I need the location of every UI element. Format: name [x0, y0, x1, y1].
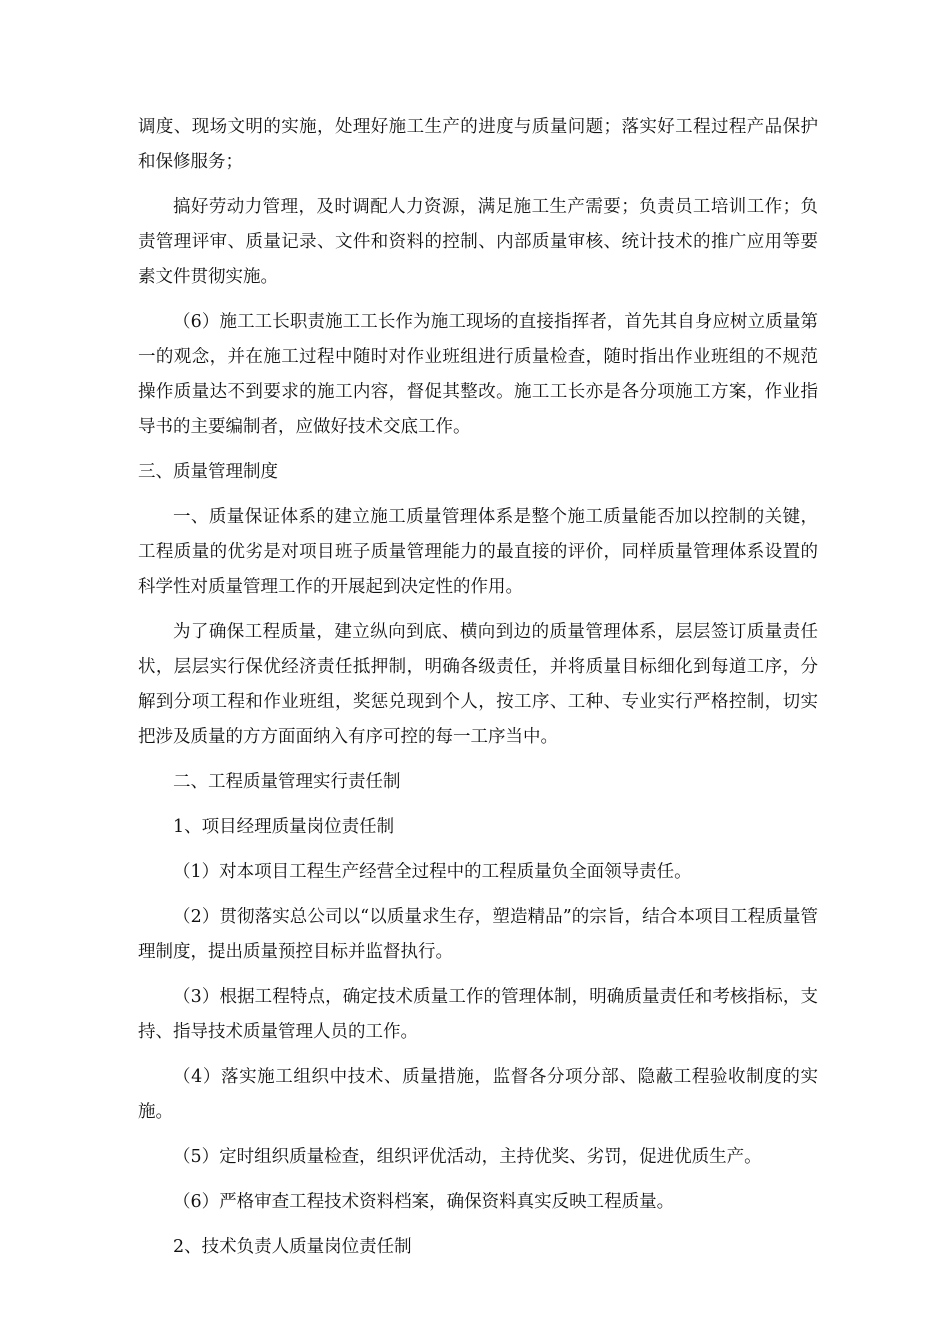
subheading-project-manager: 1、项目经理质量岗位责任制 [173, 817, 395, 837]
paragraph-2: 搞好劳动力管理，及时调配人力资源，满足施工生产需要；负责员工培训工作；负责管理评审、质量记录、文件和资料的控制、内部质量审核、统计技术的推广应用等要素文件贯彻实施。 [138, 197, 818, 287]
list-item-5: （5）定时组织质量检查，组织评优活动，主持优奖、劣罚，促进优质生产。 [173, 1147, 762, 1167]
list-item-1: （1）对本项目工程生产经营全过程中的工程质量负全面领导责任。 [173, 862, 692, 882]
paragraph-1: 调度、现场文明的实施，处理好施工生产的进度与质量问题；落实好工程过程产品保护和保修服务； [138, 117, 818, 172]
section-heading-3: 三、质量管理制度 [138, 462, 278, 482]
paragraph-3: （6）施工工长职责施工工长作为施工现场的直接指挥者，首先其自身应树立质量第一的观念，并在施工过程中随时对作业班组进行质量检查，随时指出作业班组的不规范操作质量达不到要求的施工内容，督促其整改。施工工长亦是各分项施工方案，作业指导书的主要编制者，应做好技术交底工作。 [138, 312, 818, 437]
list-item-6: （6）严格审查工程技术资料档案，确保资料真实反映工程质量。 [173, 1192, 675, 1212]
document-body [138, 110, 818, 1275]
paragraph-5: 一、质量保证体系的建立施工质量管理体系是整个施工质量能否加以控制的关键，工程质量的优劣是对项目班子质量管理能力的最直接的评价，同样质量管理体系设置的科学性对质量管理工作的开展起到决定性的作用。 [138, 507, 818, 597]
paragraph-6: 为了确保工程质量，建立纵向到底、横向到边的质量管理体系，层层签订质量责任状，层层实行保优经济责任抵押制，明确各级责任，并将质量目标细化到每道工序，分解到分项工程和作业班组，奖惩兑现到个人，按工序、工种、专业实行严格控制，切实把涉及质量的方方面面纳入有序可控的每一工序当中。 [138, 622, 818, 747]
list-item-2: （2）贯彻落实总公司以“以质量求生存，塑造精品”的宗旨，结合本项目工程质量管理制度，提出质量预控目标并监督执行。 [138, 907, 818, 962]
list-item-3: （3）根据工程特点，确定技术质量工作的管理体制，明确质量责任和考核指标，支持、指导技术质量管理人员的工作。 [138, 987, 818, 1042]
subheading-responsibility-system: 二、工程质量管理实行责任制 [173, 772, 401, 792]
list-item-4: （4）落实施工组织中技术、质量措施，监督各分项分部、隐蔽工程验收制度的实施。 [138, 1067, 818, 1122]
subheading-technical-lead: 2、技术负责人质量岗位责任制 [173, 1237, 412, 1257]
